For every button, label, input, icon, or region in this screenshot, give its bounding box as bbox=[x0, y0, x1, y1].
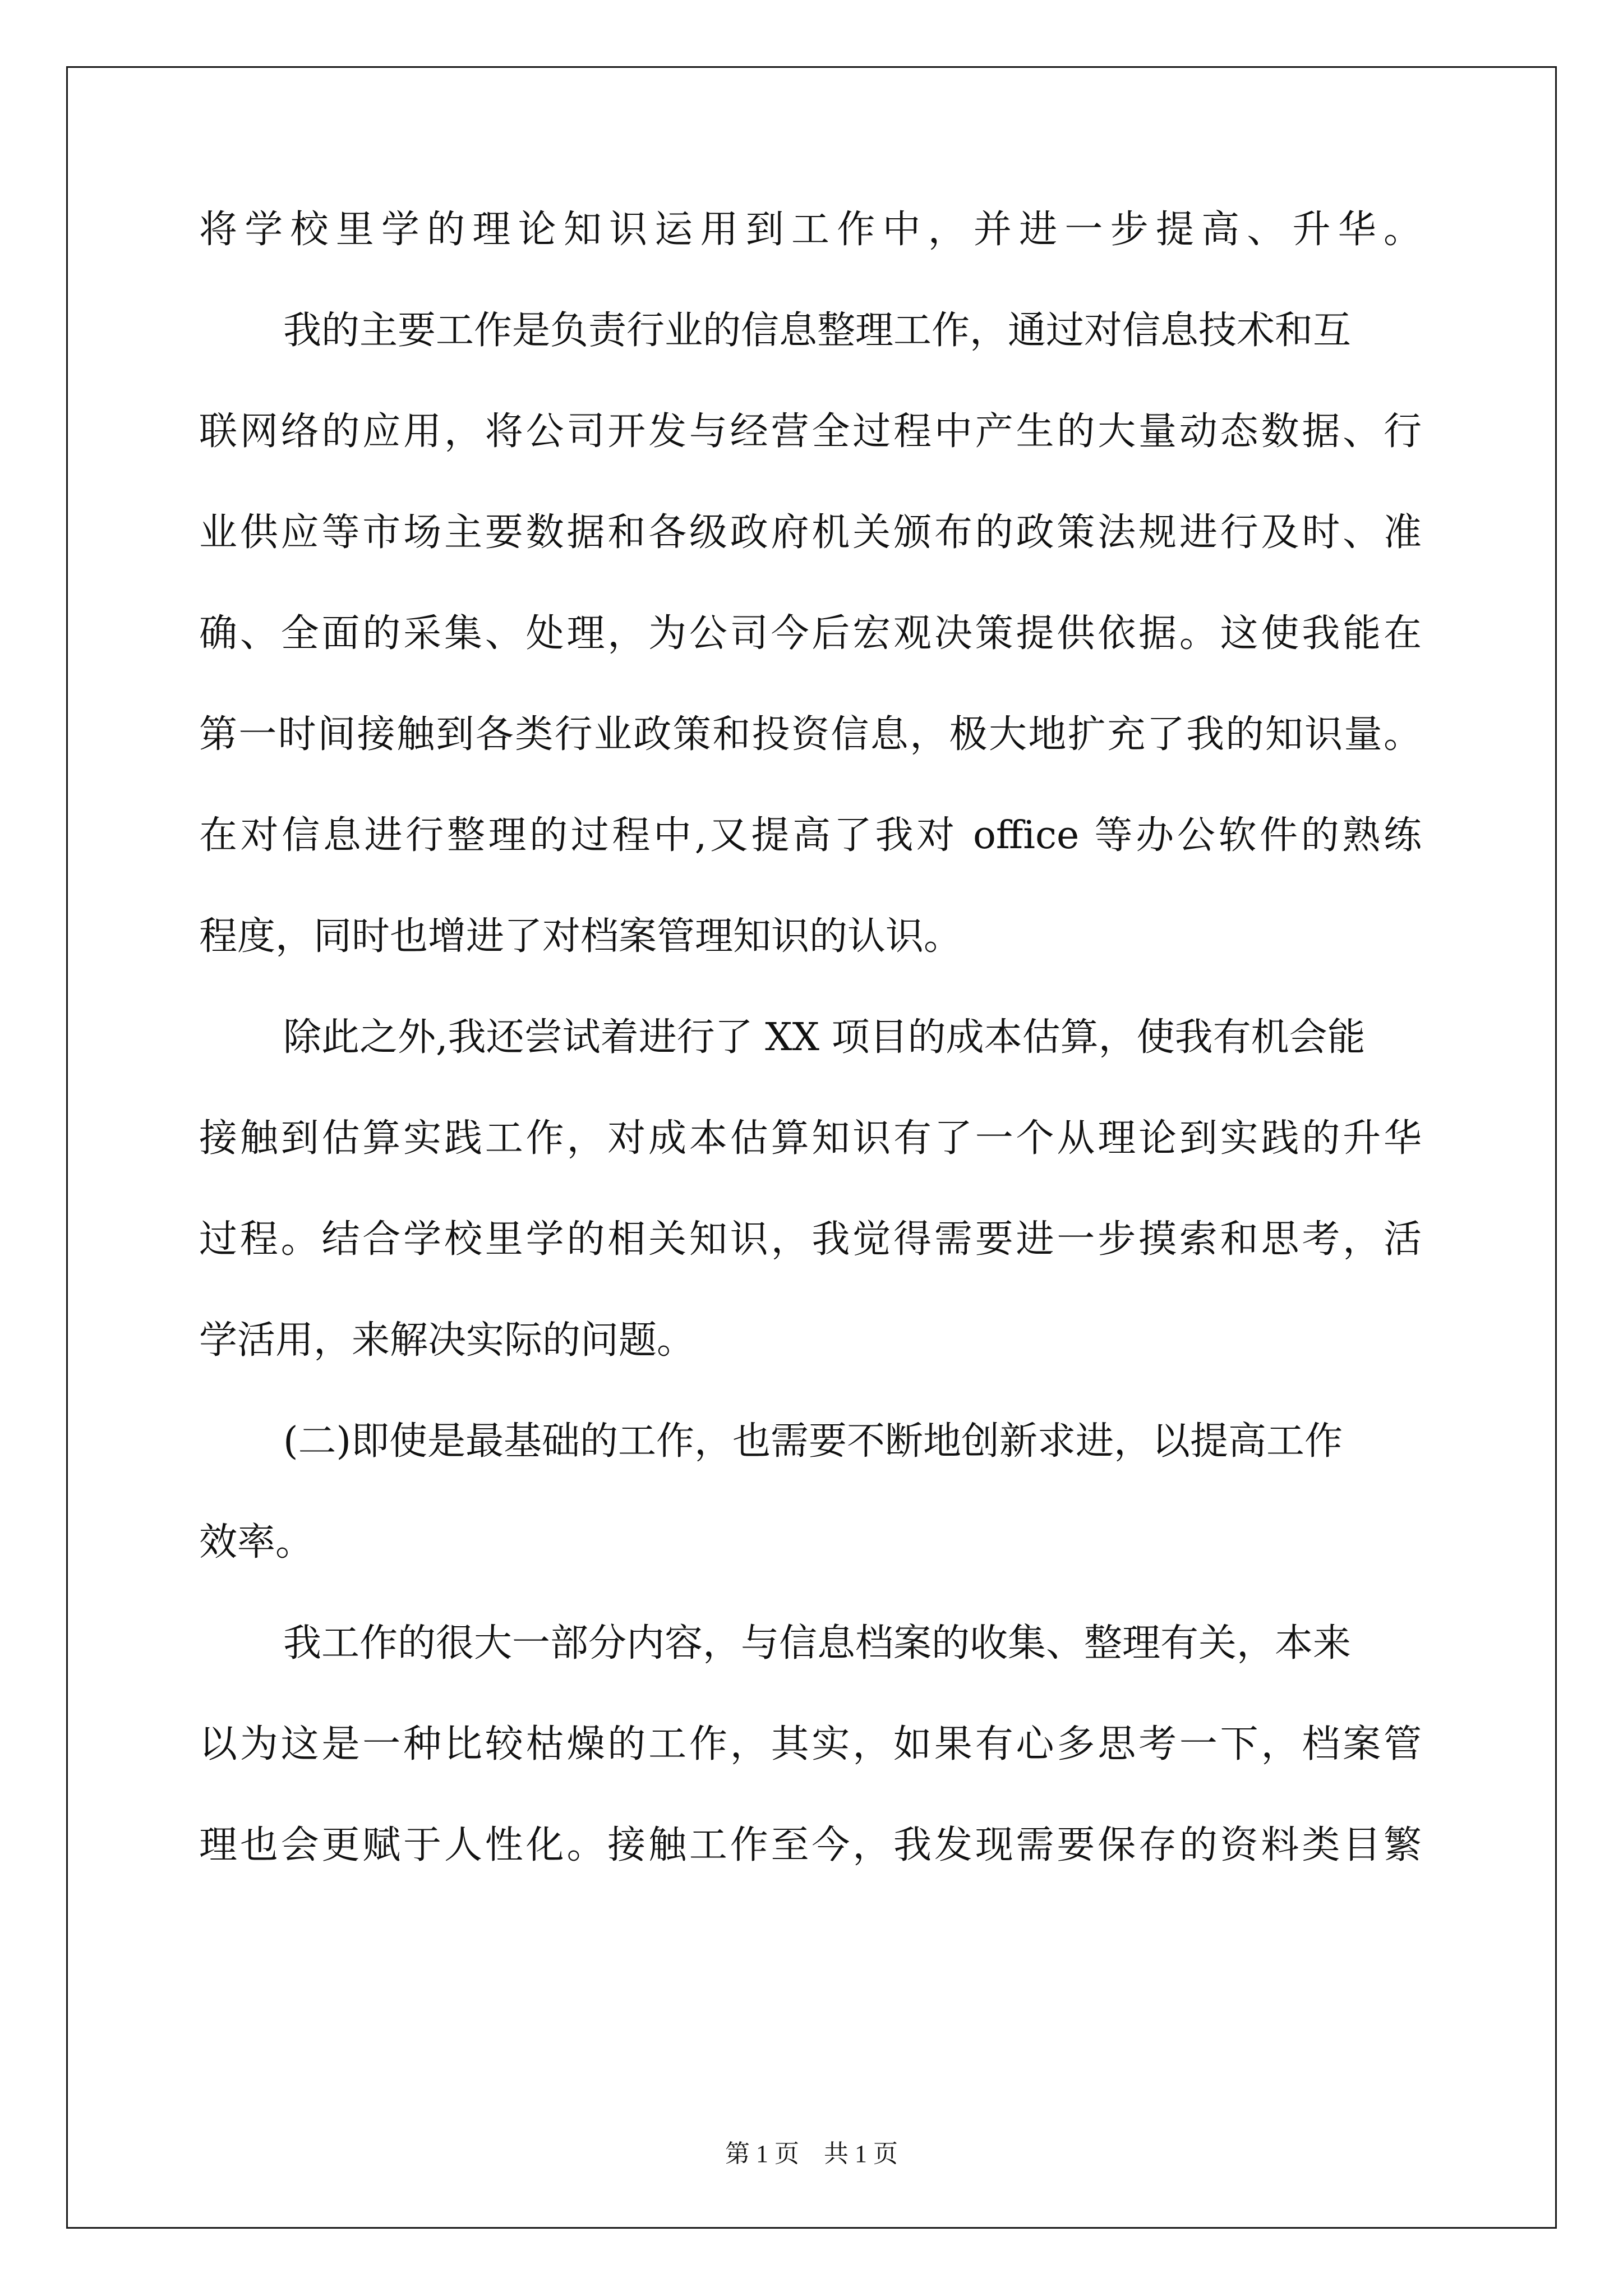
text-line: 我的主要工作是负责行业的信息整理工作，通过对信息技术和互 bbox=[283, 309, 1352, 353]
text-line: 以为这是一种比较枯燥的工作，其实，如果有心多思考一下，档案管 bbox=[199, 1722, 1422, 1766]
text-line: 我工作的很大一部分内容，与信息档案的收集、整理有关，本来 bbox=[283, 1621, 1352, 1665]
text-line: 程度，同时也增进了对档案管理知识的认识。 bbox=[199, 914, 962, 959]
text-line: 在对信息进行整理的过程中,又提高了我对 office 等办公软件的熟练 bbox=[199, 813, 1422, 858]
page-number-footer: 第 1 页 共 1 页 bbox=[725, 2140, 898, 2168]
text-line: 接触到估算实践工作，对成本估算知识有了一个从理论到实践的升华 bbox=[199, 1116, 1422, 1161]
text-line: 除此之外,我还尝试着进行了 XX 项目的成本估算，使我有机会能 bbox=[283, 1015, 1366, 1060]
text-line: 第一时间接触到各类行业政策和投资信息，极大地扩充了我的知识量。 bbox=[199, 712, 1422, 757]
text-line: 联网络的应用，将公司开发与经营全过程中产生的大量动态数据、行 bbox=[199, 409, 1422, 454]
text-line: 将学校里学的理论知识运用到工作中，并进一步提高、升华。 bbox=[199, 208, 1422, 252]
text-line: 学活用，来解决实际的问题。 bbox=[199, 1318, 695, 1363]
text-line: 确、全面的采集、处理，为公司今后宏观决策提供依据。这使我能在 bbox=[199, 611, 1422, 656]
text-line: 业供应等市场主要数据和各级政府机关颁布的政策法规进行及时、准 bbox=[199, 510, 1422, 555]
text-line: 效率。 bbox=[199, 1520, 314, 1565]
text-line: 过程。结合学校里学的相关知识，我觉得需要进一步摸索和思考，活 bbox=[199, 1217, 1422, 1262]
text-line: 理也会更赋于人性化。接触工作至今，我发现需要保存的资料类目繁 bbox=[199, 1823, 1422, 1867]
text-line: (二)即使是最基础的工作，也需要不断地创新求进，以提高工作 bbox=[283, 1419, 1343, 1464]
